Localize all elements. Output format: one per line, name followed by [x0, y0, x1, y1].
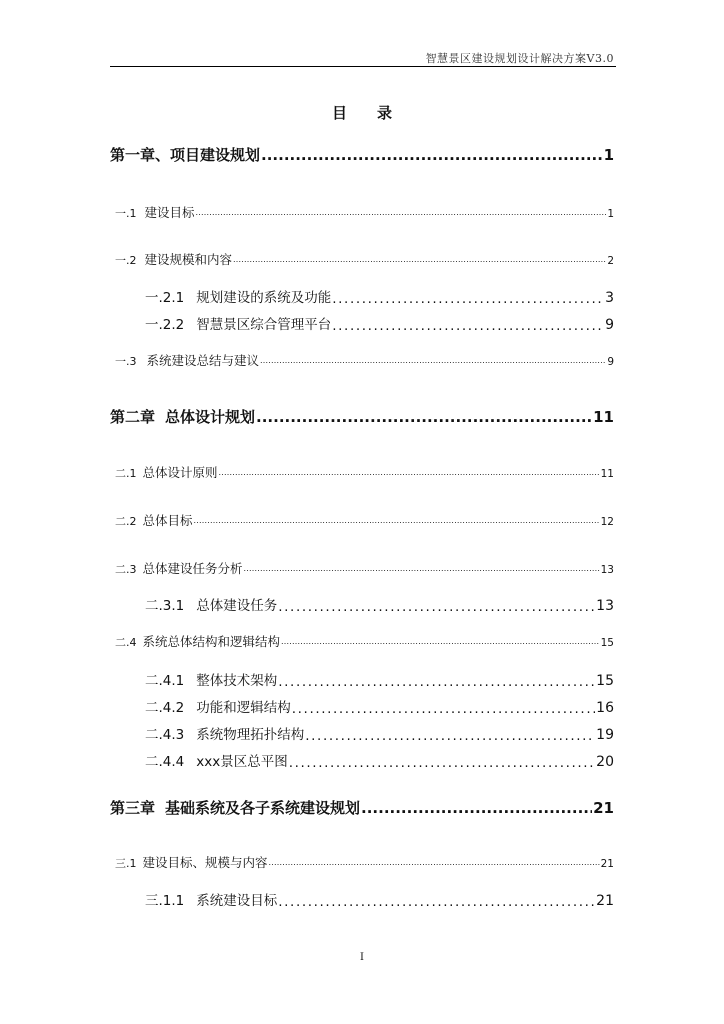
toc-entry-page: 1 — [603, 146, 614, 164]
toc-entry-2-1[interactable] — [115, 465, 614, 481]
dot-leader — [332, 318, 604, 334]
toc-entry-chapter-1[interactable] — [110, 146, 614, 164]
toc-entry-page: 16 — [596, 700, 614, 716]
toc-entry-page: 9 — [605, 317, 614, 333]
toc-entry-number: 一.3 — [115, 355, 137, 368]
header-rule — [110, 66, 616, 67]
toc-entry-page: 11 — [600, 468, 614, 480]
toc-entry-1-2[interactable] — [115, 252, 614, 268]
toc-entry-number: 二.4.3 — [145, 727, 185, 743]
toc-entry-1-3[interactable] — [115, 353, 614, 369]
toc-entry-title: 建设规模和内容 — [144, 252, 233, 267]
dot-leader — [278, 674, 595, 690]
toc-entry-title: 系统建设总结与建议 — [146, 353, 260, 368]
toc-entry-2-4-2[interactable] — [145, 700, 614, 717]
toc-entry-2-3[interactable] — [115, 561, 614, 577]
dot-leader — [278, 894, 595, 910]
toc-entry-3-1-1[interactable] — [145, 893, 614, 910]
toc-entry-1-1[interactable] — [115, 205, 614, 221]
dot-leader — [289, 755, 595, 771]
toc-entry-number: 二.4.1 — [145, 673, 185, 689]
toc-entry-number: 二.4 — [115, 636, 137, 649]
toc-entry-1-2-1[interactable] — [145, 290, 614, 307]
toc-entry-number: 一.2 — [115, 254, 137, 267]
dot-leader — [261, 146, 603, 164]
dot-leader — [292, 701, 595, 717]
toc-entry-page: 3 — [605, 290, 614, 306]
toc-entry-number: 二.1 — [115, 467, 137, 480]
toc-entry-chapter-3[interactable] — [110, 799, 614, 817]
toc-entry-number: 第三章 — [110, 799, 156, 817]
toc-entry-title: 总体设计原则 — [142, 465, 218, 480]
dot-leader — [305, 728, 595, 744]
toc-entry-title: 总体建设任务 — [196, 598, 278, 614]
dot-leader — [260, 356, 606, 369]
toc-entry-title: 总体设计规划 — [165, 408, 256, 426]
toc-entry-number: 一.2.1 — [145, 290, 185, 306]
toc-entry-number: 二.2 — [115, 515, 137, 528]
toc-entry-2-4[interactable] — [115, 634, 614, 650]
toc-entry-page: 21 — [593, 799, 614, 817]
toc-entry-title: xxx景区总平图 — [196, 754, 288, 770]
dot-leader — [244, 564, 600, 577]
toc-entry-page: 15 — [600, 637, 614, 649]
dot-leader — [233, 255, 606, 268]
toc-entry-title: 基础系统及各子系统建设规划 — [165, 799, 361, 817]
dot-leader — [219, 468, 600, 481]
toc-entry-page: 13 — [596, 598, 614, 614]
toc-entry-title: 系统总体结构和逻辑结构 — [142, 634, 281, 649]
toc-entry-page: 15 — [596, 673, 614, 689]
toc-title: 目录 — [331, 104, 422, 122]
toc-entry-title: 整体技术架构 — [196, 673, 278, 689]
toc-entry-number: 一.1 — [115, 207, 137, 220]
toc-entry-title: 系统物理拓扑结构 — [196, 727, 305, 743]
toc-entry-number: 三.1.1 — [145, 893, 185, 909]
toc-entry-title: 系统建设目标 — [196, 893, 278, 909]
toc-entry-page: 2 — [607, 255, 614, 267]
toc-entry-page: 21 — [600, 858, 614, 870]
toc-entry-page: 13 — [600, 564, 614, 576]
dot-leader — [196, 208, 607, 221]
dot-leader — [194, 516, 600, 529]
dot-leader — [256, 408, 592, 426]
toc-entry-number: 二.3 — [115, 563, 137, 576]
toc-entry-title: 项目建设规划 — [170, 146, 261, 164]
toc-entry-title: 建设目标 — [144, 205, 195, 220]
dot-leader — [361, 799, 592, 817]
toc-entry-2-4-3[interactable] — [145, 727, 614, 744]
toc-entry-number: 二.4.4 — [145, 754, 185, 770]
toc-entry-number: 二.3.1 — [145, 598, 185, 614]
toc-entry-page: 20 — [596, 754, 614, 770]
dot-leader — [332, 291, 604, 307]
toc-entry-title: 总体目标 — [142, 513, 193, 528]
toc-entry-page: 1 — [607, 208, 614, 220]
toc-entry-number: 三.1 — [115, 857, 137, 870]
toc-entry-number: 第二章 — [110, 408, 156, 426]
toc-entry-2-2[interactable] — [115, 513, 614, 529]
dot-leader — [269, 858, 600, 871]
toc-entry-title: 功能和逻辑结构 — [196, 700, 291, 716]
toc-entry-2-4-4[interactable] — [145, 754, 614, 771]
toc-entry-title: 总体建设任务分析 — [142, 561, 243, 576]
dot-leader — [281, 637, 600, 650]
toc-entry-title: 智慧景区综合管理平台 — [196, 317, 332, 333]
toc-entry-page: 21 — [596, 893, 614, 909]
toc-entry-page: 11 — [593, 408, 614, 426]
toc-entry-page: 19 — [596, 727, 614, 743]
dot-leader — [278, 599, 595, 615]
toc-entry-title: 规划建设的系统及功能 — [196, 290, 332, 306]
toc-entry-page: 9 — [607, 356, 614, 368]
toc-entry-1-2-2[interactable] — [145, 317, 614, 334]
toc-entry-number: 一.2.2 — [145, 317, 185, 333]
toc-entry-number: 第一章、 — [110, 146, 171, 164]
toc-entry-2-3-1[interactable] — [145, 598, 614, 615]
toc-entry-page: 12 — [600, 516, 614, 528]
toc-entry-chapter-2[interactable] — [110, 408, 614, 426]
header-title: 智慧景区建设规划设计解决方案V3.0 — [425, 52, 614, 65]
toc-entry-number: 二.4.2 — [145, 700, 185, 716]
toc-entry-2-4-1[interactable] — [145, 673, 614, 690]
footer-page-number: I — [360, 952, 364, 963]
toc-entry-3-1[interactable] — [115, 855, 614, 871]
toc-entry-title: 建设目标、规模与内容 — [142, 855, 268, 870]
